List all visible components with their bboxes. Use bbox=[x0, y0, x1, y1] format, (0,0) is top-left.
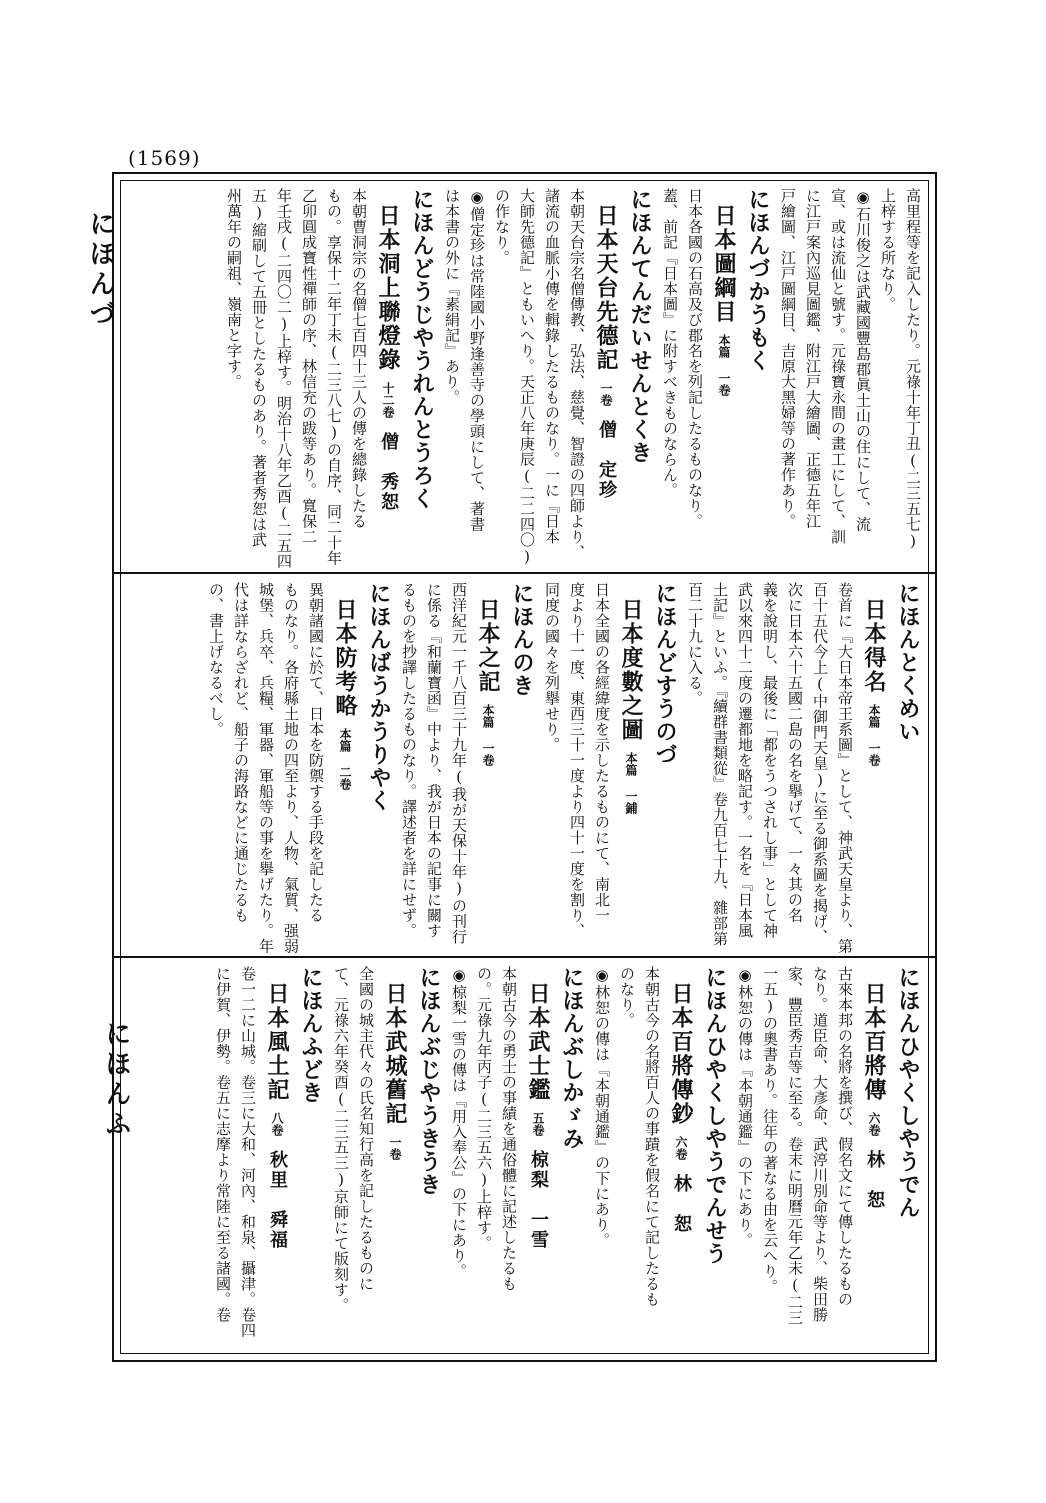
entry-text-line: 卷首に『大日本帝王系圖』として、神武天皇より、第 bbox=[836, 582, 854, 954]
entry-text-line: 本朝曹洞宗の名僧七百四十三人の傳を總錄したる bbox=[350, 188, 368, 529]
entry-title: 日本武城舊記 bbox=[382, 982, 408, 1126]
entry-text-line: 次に日本六十五國二島の名を擧げて、一々其の名 bbox=[786, 582, 804, 923]
entry-reading: にほんづかうもく bbox=[745, 188, 771, 372]
entry-text-line: ものなり。各府縣土地の四至より、人物、氣質、强弱 bbox=[282, 582, 300, 954]
entry-text-line: 土記』といふ。『續群書類從』卷九百七十九、雜部第 bbox=[711, 582, 729, 947]
entry-title-line bbox=[328, 582, 362, 950]
entry-title-line bbox=[471, 582, 505, 950]
entry-text-line: るものを抄譯したるものなり。譯述者を詳にせず。 bbox=[400, 582, 418, 939]
entry-author: 秋里 舜福 bbox=[267, 1150, 288, 1250]
entry-text-line: ◉椋梨一雪の傳は『用入奉公』の下にあり。 bbox=[450, 966, 468, 1279]
entry-title-line bbox=[857, 966, 891, 1350]
entry-text-line: の作なり。 bbox=[493, 188, 511, 266]
entry-text-line: 年壬戌(二四〇二)上梓す。明治十八年乙酉(二五四 bbox=[275, 188, 293, 569]
entry-text-line: に伊賀、伊勢。卷五に志摩より常陸に至る諸國。卷 bbox=[214, 966, 232, 1323]
entry-volumes: 一卷 bbox=[599, 382, 613, 406]
entry-text-line: もの。享保十二年丁未(二三八七)の自序、同二十年 bbox=[325, 188, 343, 566]
entry-volumes: 本篇 一卷 bbox=[867, 704, 881, 766]
entry-text-line: 武以來四十二度の遷都地を略記す。一名を『日本風 bbox=[736, 582, 754, 939]
entry-volumes: 八卷 bbox=[270, 1112, 284, 1136]
entry-text-line: 家、豐臣秀吉等に至る。卷末に明曆元年乙未(二三 bbox=[786, 966, 804, 1326]
entry-reading: にほんどうじやうれんとうろく bbox=[409, 188, 435, 510]
entry-reading: にほんばうかうりやく bbox=[366, 582, 392, 812]
entry-text-line: 州萬年の嗣祖、嶺南と字す。 bbox=[225, 188, 243, 390]
entry-text-line: ◉林恕の傳は『本朝通鑑』の下にあり。 bbox=[736, 966, 754, 1248]
entry-text-line: の。元祿九年丙子(二三五六)上梓す。 bbox=[475, 966, 493, 1251]
entry-text-line: 義を說明し、最後に「都をうつされし事」として神 bbox=[761, 582, 779, 939]
entry-reading: にほんぶしかゞみ bbox=[559, 966, 585, 1150]
entry-author: 僧 秀恕 bbox=[378, 432, 399, 512]
entry-reading: にほんひやくしやうでん bbox=[895, 966, 921, 1219]
entry-reading: にほんぶじやうきうき bbox=[416, 966, 442, 1196]
entry-text-line: 古來本邦の名將を撰び、假名文にて傳したるもの bbox=[836, 966, 854, 1307]
entry-text-line: 五)縮刷して五冊としたるものあり。著者秀恕は武 bbox=[250, 188, 268, 548]
entry-text-line: 乙卯圓成寶性禪師の序、林信充の跋等あり。寬保二 bbox=[300, 188, 318, 545]
entry-text-line: 全國の城主代々の氏名知行高を記したるものに bbox=[357, 966, 375, 1292]
entry-author: 林 恕 bbox=[671, 1174, 692, 1234]
entry-text-line: 卷一二に山城。卷三に大和、河內、和泉、攝津。卷四 bbox=[239, 966, 257, 1338]
entry-author: 僧 定珍 bbox=[596, 420, 617, 500]
entry-reading: にほんひやくしやうでんせう bbox=[702, 966, 728, 1265]
entry-volumes: 六卷 bbox=[674, 1136, 688, 1160]
entry-volumes: 本篇 一卷 bbox=[481, 704, 495, 766]
entry-text-line: 百十五代今上(中御門天皇)に至る御系圖を揭げ、 bbox=[811, 582, 829, 945]
entry-text-line: 城堡、兵卒、兵糧、軍器、軍船等の事を擧げたり。年 bbox=[257, 582, 275, 954]
entry-volumes: 五卷 bbox=[531, 1112, 545, 1136]
entry-title: 日本度數之圖 bbox=[618, 598, 644, 742]
entry-title-line bbox=[614, 582, 648, 950]
entry-title-line bbox=[664, 966, 698, 1350]
entry-reading: にほんふどき bbox=[298, 966, 324, 1104]
entry-text-line: なり。道臣命、大彥命、武渟川別命等より、柴田勝 bbox=[811, 966, 829, 1323]
entry-volumes: 六卷 bbox=[867, 1112, 881, 1136]
entry-text-line: ◉林恕の傳は『本朝通鑑』の下にあり。 bbox=[593, 966, 611, 1248]
entry-text-line: は本書の外に『素絹記』あり。 bbox=[443, 188, 461, 405]
entry-text-line: に江戸案內巡見圖鑑、附江戸大繪圖、正德五年江 bbox=[804, 188, 822, 529]
entry-reading: にほんどすうのづ bbox=[652, 582, 678, 766]
entry-title-line bbox=[521, 966, 555, 1350]
entry-title: 日本之記 bbox=[475, 598, 501, 694]
side-label-upper: にほんづ bbox=[85, 210, 115, 330]
entry-text-line: 上梓する所なり。 bbox=[879, 188, 897, 312]
side-label-lower: にほんふ bbox=[101, 1020, 131, 1140]
entry-volumes: 本篇 一卷 bbox=[717, 334, 731, 396]
entry-text-line: 宣、或は流仙と號す。元祿寶永間の畫工にして、訓 bbox=[829, 188, 847, 545]
entry-text-line: 本朝古今の名將百人の事蹟を假名にて記したるも bbox=[643, 966, 661, 1307]
entry-volumes: 本篇 二卷 bbox=[338, 728, 352, 790]
entry-volumes: 十二卷 bbox=[381, 382, 395, 418]
entry-title: 日本百將傳 bbox=[861, 982, 887, 1102]
entry-title-line bbox=[378, 966, 412, 1350]
entry-title: 日本圖綱目 bbox=[711, 204, 737, 324]
entry-text-line: 百二十九に入る。 bbox=[686, 582, 704, 706]
entry-text-line: 蓋、前記『日本圖』に附すべきものならん。 bbox=[661, 188, 679, 498]
entry-reading: にほんのき bbox=[509, 582, 535, 697]
entry-title-line bbox=[707, 188, 741, 566]
entry-text-line: 大師先德記』ともいへり。天正八年庚辰(二二四〇) bbox=[518, 188, 536, 566]
entry-reading: にほんとくめい bbox=[895, 582, 921, 743]
entry-text-line: 戸繪圖、江戸圖綱目、吉原大黑婦等の著作あり。 bbox=[779, 188, 797, 529]
page-number: (1569) bbox=[128, 146, 201, 170]
entry-volumes: 一卷 bbox=[388, 1136, 402, 1160]
entry-title-line bbox=[857, 582, 891, 950]
entry-text-line: 一五)の奧書あり。往年の著なる由を云へり。 bbox=[761, 966, 779, 1295]
entry-text-line: 本朝古今の勇士の事績を通俗體に記述したるも bbox=[500, 966, 518, 1292]
entry-volumes: 本篇 一鋪 bbox=[624, 752, 638, 814]
entry-text-line: 日本全國の各經緯度を示したるものにて、南北一 bbox=[593, 582, 611, 923]
entry-text-line: 本朝天台宗名僧傳教、弘法、慈覺、智證の四師より、 bbox=[568, 188, 586, 560]
entry-text-line: ◉石川俊之は武藏國豐島郡眞土山の住にして、流 bbox=[854, 188, 872, 532]
entry-title: 日本武士鑑 bbox=[525, 982, 551, 1102]
entry-text-line: て、元祿六年癸酉(二三五三)京師にて版刻す。 bbox=[332, 966, 350, 1313]
entry-title: 日本風土記 bbox=[264, 982, 290, 1102]
entry-text-line: 日本各國の石高及び郡名を列記したるものなり。 bbox=[686, 188, 704, 529]
entry-text-line: 代は詳ならざれど、船子の海路などに通じたるも bbox=[232, 582, 250, 923]
entry-title: 日本天台先德記 bbox=[593, 204, 619, 372]
page-frame bbox=[112, 172, 937, 1362]
entry-text-line: 諸流の血脈小傳を輯錄したるものなり。一に『日本 bbox=[543, 188, 561, 545]
entry-title: 日本防考略 bbox=[332, 598, 358, 718]
entry-author: 椋梨 一雪 bbox=[528, 1150, 549, 1250]
entry-text-line: 度より十一度、東西三十一度より四十一度を割り、 bbox=[568, 582, 586, 939]
entry-title-line bbox=[371, 188, 405, 566]
entry-title: 日本百將傳鈔 bbox=[668, 982, 694, 1126]
section-bottom bbox=[114, 958, 935, 1356]
entry-text-line: に係る『和蘭寶函』中より、我が日本の記事に關す bbox=[425, 582, 443, 939]
entry-title-line bbox=[589, 188, 623, 566]
entry-text-line: のなり。 bbox=[618, 966, 636, 1028]
entry-text-line: 同度の國々を列擧せり。 bbox=[543, 582, 561, 753]
entry-title-line bbox=[260, 966, 294, 1350]
entry-text-line: 高里程等を記入したり。元祿十年丁丑(二三五七) bbox=[904, 188, 922, 551]
entry-author: 林 恕 bbox=[864, 1150, 885, 1210]
section-middle bbox=[114, 574, 935, 956]
entry-text-line: ◉僧定珍は常陸國小野逢善寺の學頭にして、著書 bbox=[468, 188, 486, 532]
entry-reading: にほんてんだいせんとくき bbox=[627, 188, 653, 464]
entry-text-line: の、書上げなるべし。 bbox=[207, 582, 225, 737]
entry-title: 日本得名 bbox=[861, 598, 887, 694]
entry-text-line: 異朝諸國に於て、日本を防禦する手段を記したる bbox=[307, 582, 325, 923]
entry-text-line: 西洋紀元一千八百三十九年(我が天保十年)の刊行 bbox=[450, 582, 468, 945]
entry-title: 日本洞上聯燈錄 bbox=[375, 204, 401, 372]
section-top bbox=[114, 180, 935, 572]
